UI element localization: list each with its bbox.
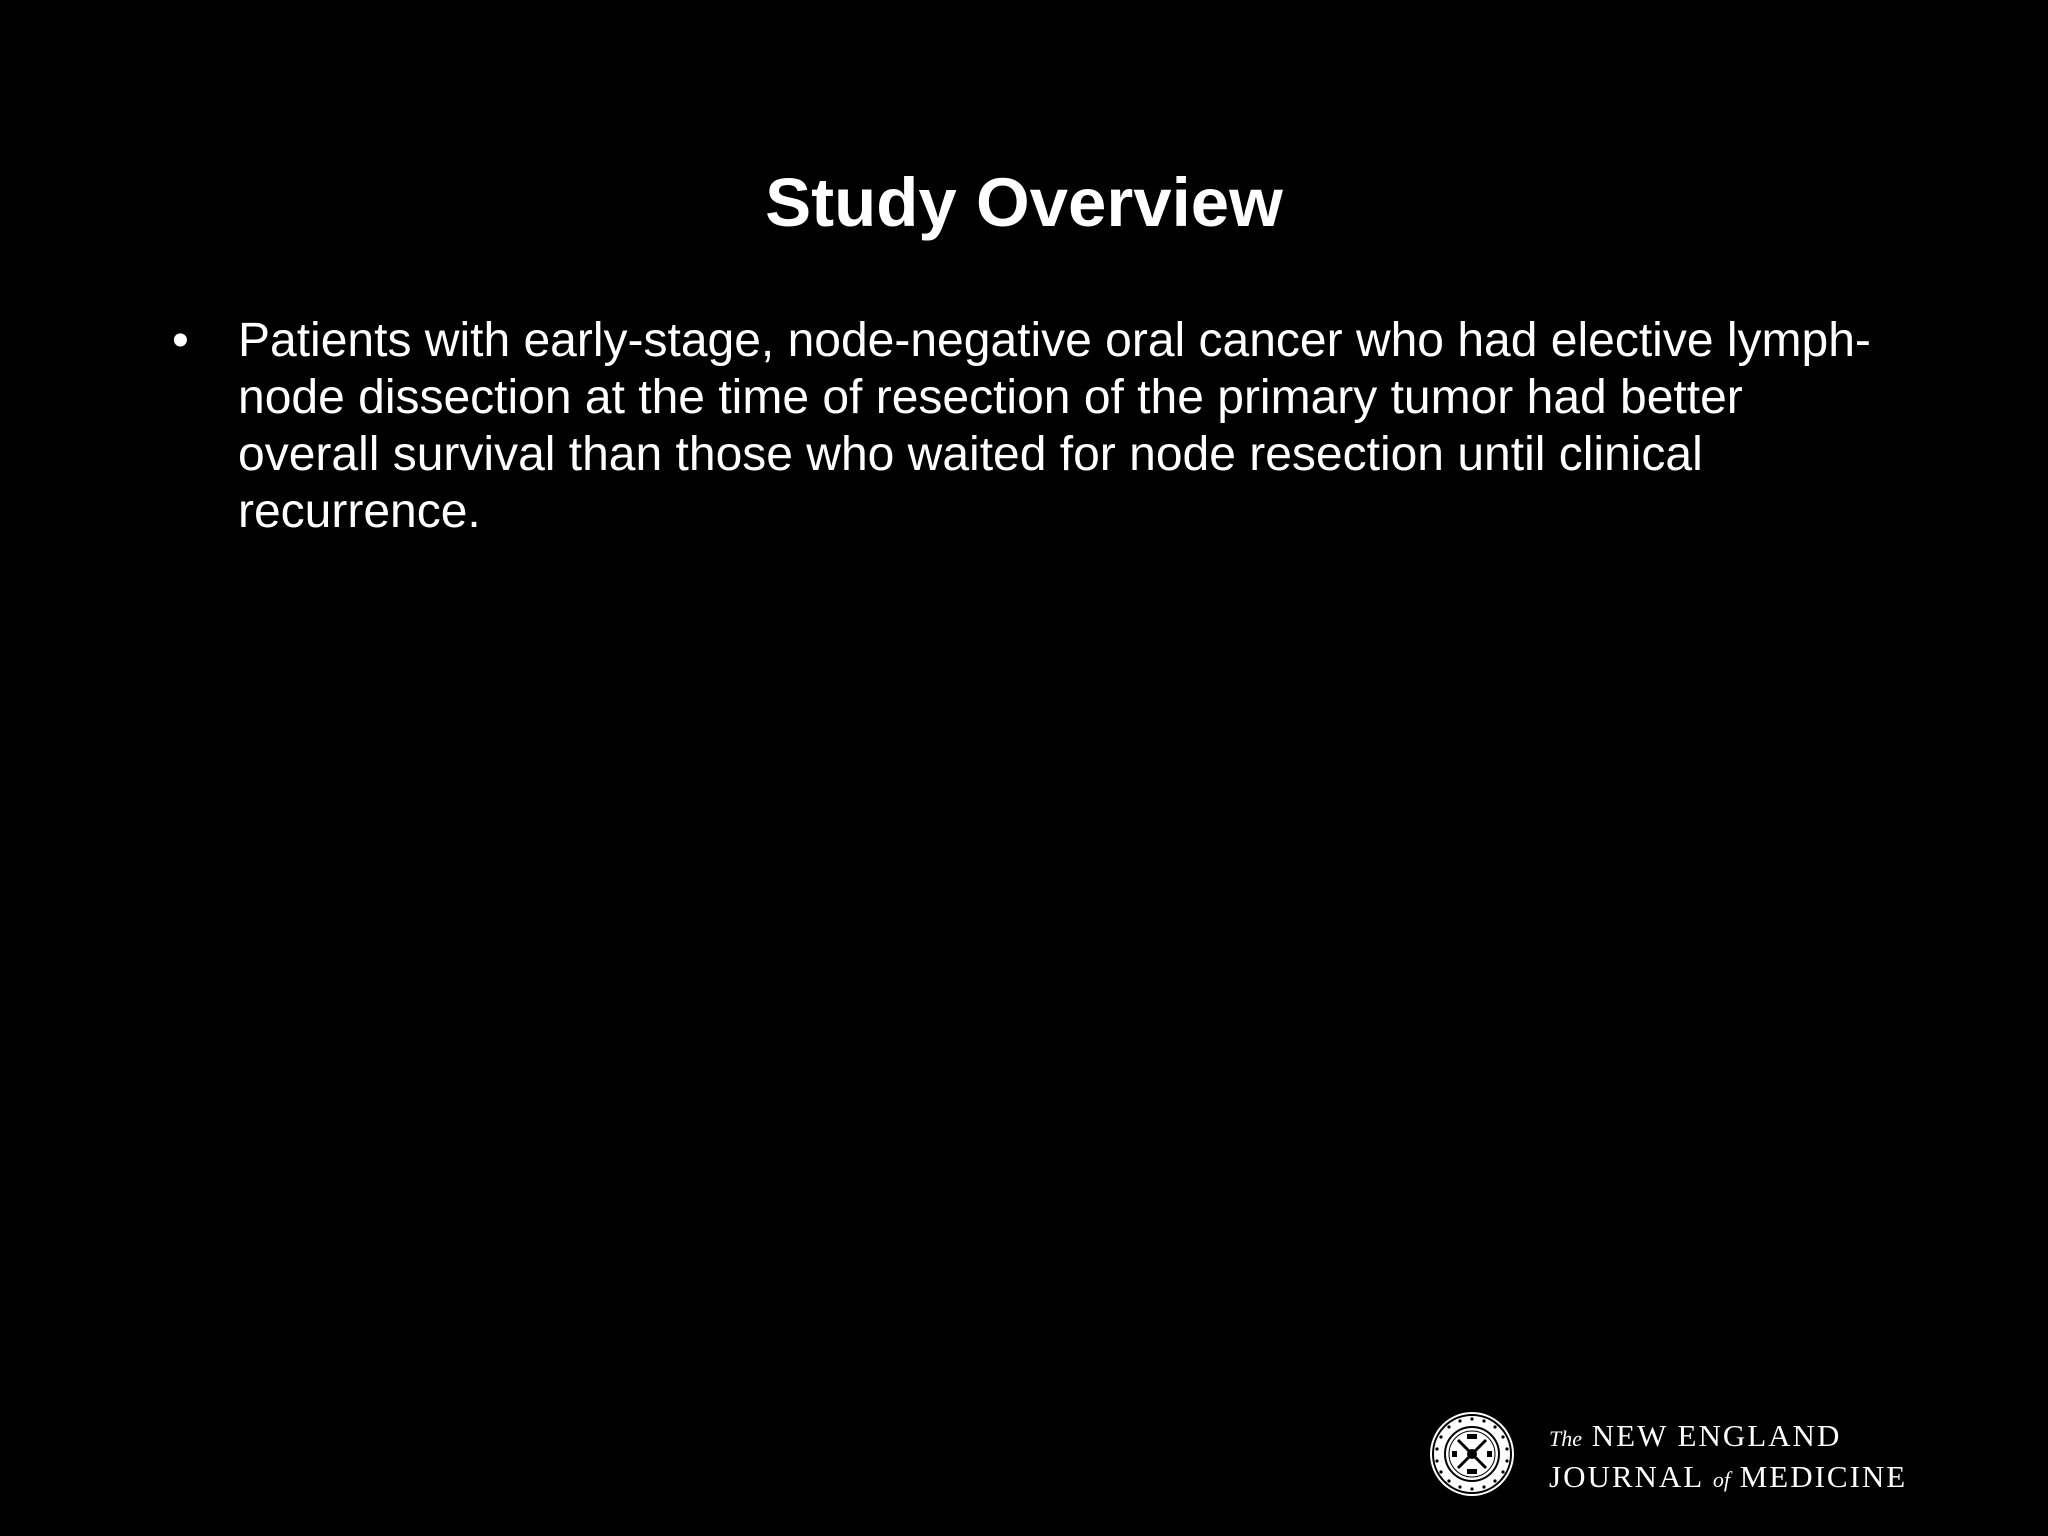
bullet-marker: • <box>172 314 189 367</box>
bullet-text: Patients with early-stage, node-negative oral cancer who had elective lymph-node dissection at the time of resection of the primary tumor had better overall survival than those who waited for node resection until clinical recurrence. <box>238 314 1871 538</box>
journal-seal-icon <box>1428 1410 1516 1498</box>
journal-name-line1 <box>1549 1418 1907 1457</box>
journal-name <box>1549 1418 1907 1500</box>
slide-title: Study Overview <box>765 164 1283 241</box>
journal-name-main: NEW ENGLAND <box>1591 1418 1842 1453</box>
journal-name-medicine: MEDICINE <box>1739 1459 1908 1494</box>
journal-name-prefix: The <box>1549 1426 1582 1451</box>
journal-name-connector: of <box>1712 1467 1730 1492</box>
journal-name-line2 <box>1549 1457 1907 1500</box>
bullet-list <box>172 312 1888 540</box>
nejm-logo <box>1428 1410 1978 1500</box>
bullet-item <box>172 312 1888 540</box>
journal-name-journal: JOURNAL <box>1549 1459 1704 1494</box>
